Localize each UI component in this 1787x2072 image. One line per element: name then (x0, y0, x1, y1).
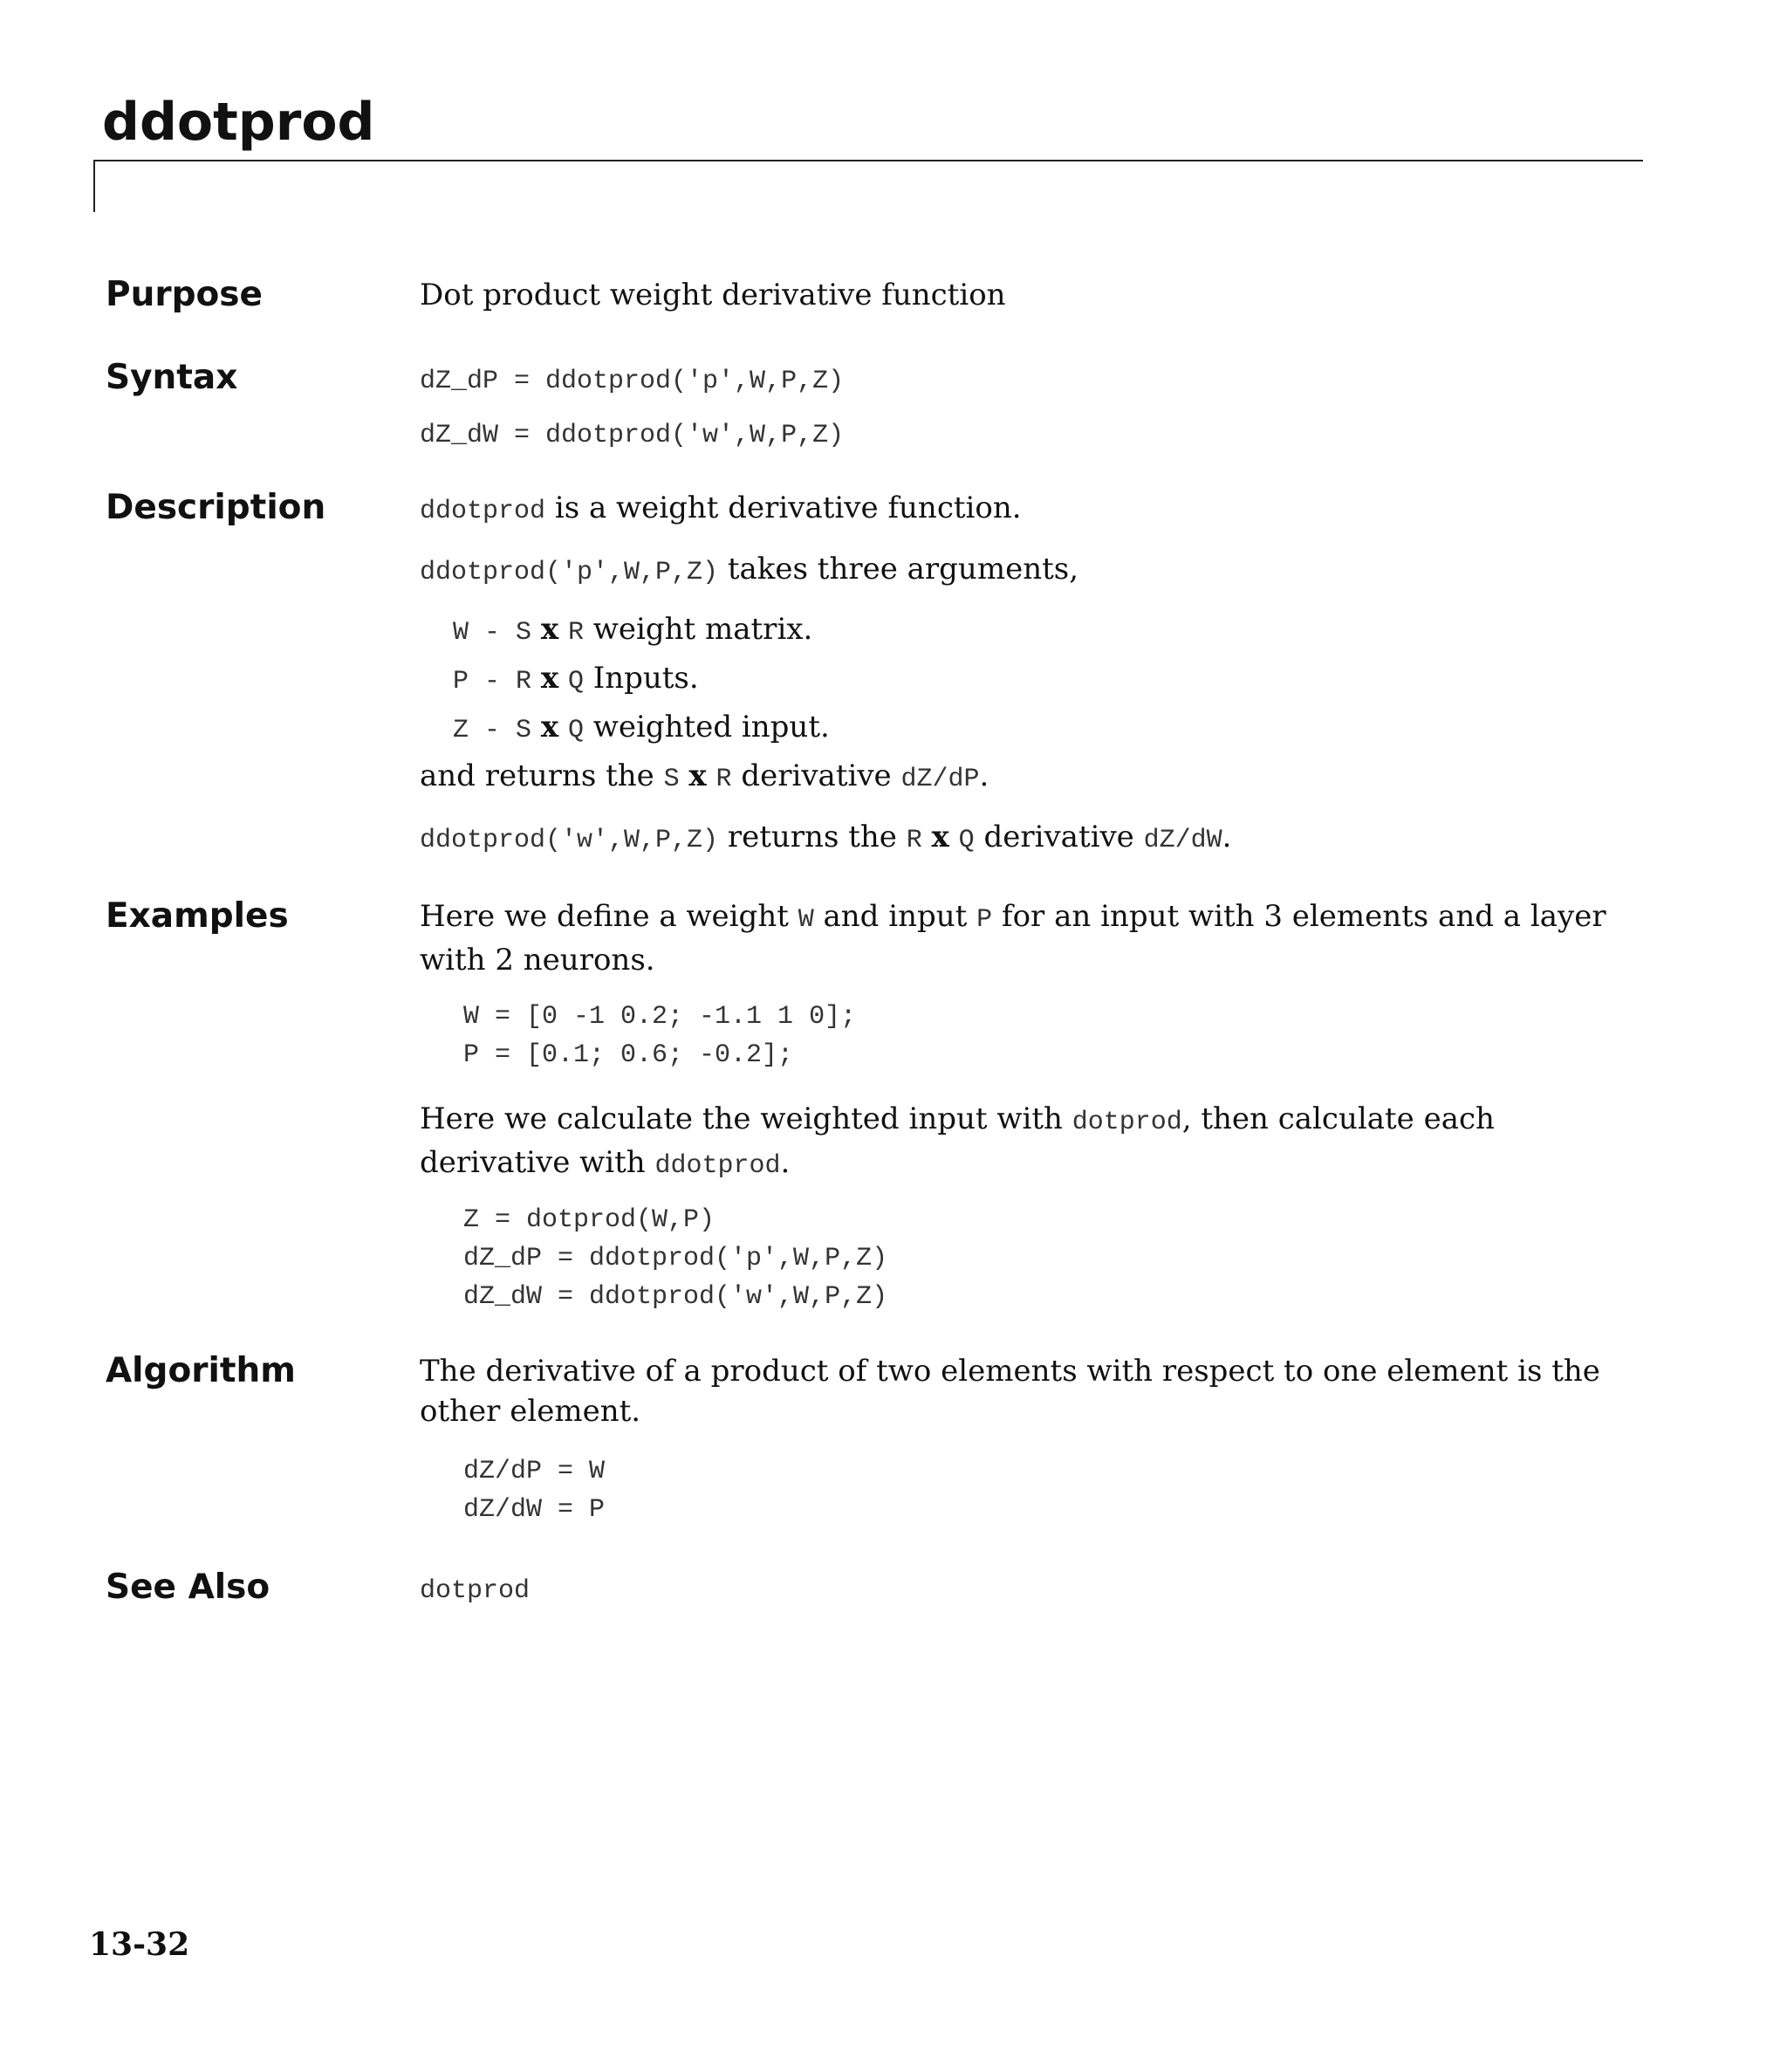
code-ddotprod-p-call: ddotprod('p',W,P,Z) (420, 558, 719, 587)
heading-algorithm: Algorithm (106, 1351, 296, 1390)
algorithm-code-line-2: dZ/dW = P (463, 1495, 606, 1525)
algorithm-text: The derivative of a product of two elements with respect to one element is the other element. (420, 1354, 1600, 1429)
page-number: 13-32 (89, 1926, 190, 1963)
examples-code-2-line-3: dZ_dW = ddotprod('w',W,P,Z) (463, 1282, 888, 1312)
w-derivative-line: ddotprod('w',W,P,Z) returns the R x Q derivative dZ/dW. (420, 820, 1232, 855)
examples-paragraph-1: Here we define a weight W and input P for an input with 3 elements and a layer with 2 neurons. (420, 899, 1606, 978)
arg-item-w: W - S x R weight matrix. (453, 612, 813, 648)
code-ddotprod: ddotprod (420, 497, 546, 526)
examples-code-1-line-2: P = [0.1; 0.6; -0.2]; (463, 1040, 794, 1070)
description-line-2-text: takes three arguments, (718, 552, 1079, 587)
purpose-text: Dot product weight derivative function (420, 278, 1006, 312)
algorithm-code-line-1: dZ/dP = W (463, 1457, 606, 1486)
title-rule-vertical (93, 160, 95, 212)
heading-purpose: Purpose (106, 275, 263, 314)
title-rule-horizontal (93, 160, 1643, 161)
examples-code-2-line-2: dZ_dP = ddotprod('p',W,P,Z) (463, 1244, 888, 1273)
returns-line: and returns the S x R derivative dZ/dP. (420, 758, 989, 794)
description-line-1-text: is a weight derivative function. (545, 491, 1022, 525)
heading-see-also: See Also (106, 1568, 270, 1607)
heading-syntax: Syntax (106, 358, 238, 397)
examples-paragraph-2: Here we calculate the weighted input with dotprod, then calculate each derivative with ddotprod. (420, 1101, 1495, 1181)
examples-code-2-line-1: Z = dotprod(W,P) (463, 1205, 715, 1235)
see-also-link-dotprod[interactable]: dotprod (420, 1576, 531, 1606)
arg-item-p: P - R x Q Inputs. (453, 661, 699, 696)
examples-code-1-line-1: W = [0 -1 0.2; -1.1 1 0]; (463, 1002, 857, 1032)
code-dz-dp: dZ/dP (900, 765, 980, 794)
code-ddotprod-w-call: ddotprod('w',W,P,Z) (420, 826, 719, 855)
arg-item-z: Z - S x Q weighted input. (453, 710, 830, 745)
heading-examples: Examples (106, 896, 289, 936)
heading-description: Description (106, 488, 326, 527)
description-line-1 (420, 488, 1624, 532)
code-dz-dw: dZ/dW (1143, 826, 1222, 855)
description-line-2 (420, 549, 1624, 593)
syntax-line-2: dZ_dW = ddotprod('w',W,P,Z) (420, 421, 845, 450)
syntax-line-1: dZ_dP = ddotprod('p',W,P,Z) (420, 367, 845, 396)
page-title: ddotprod (102, 92, 375, 153)
